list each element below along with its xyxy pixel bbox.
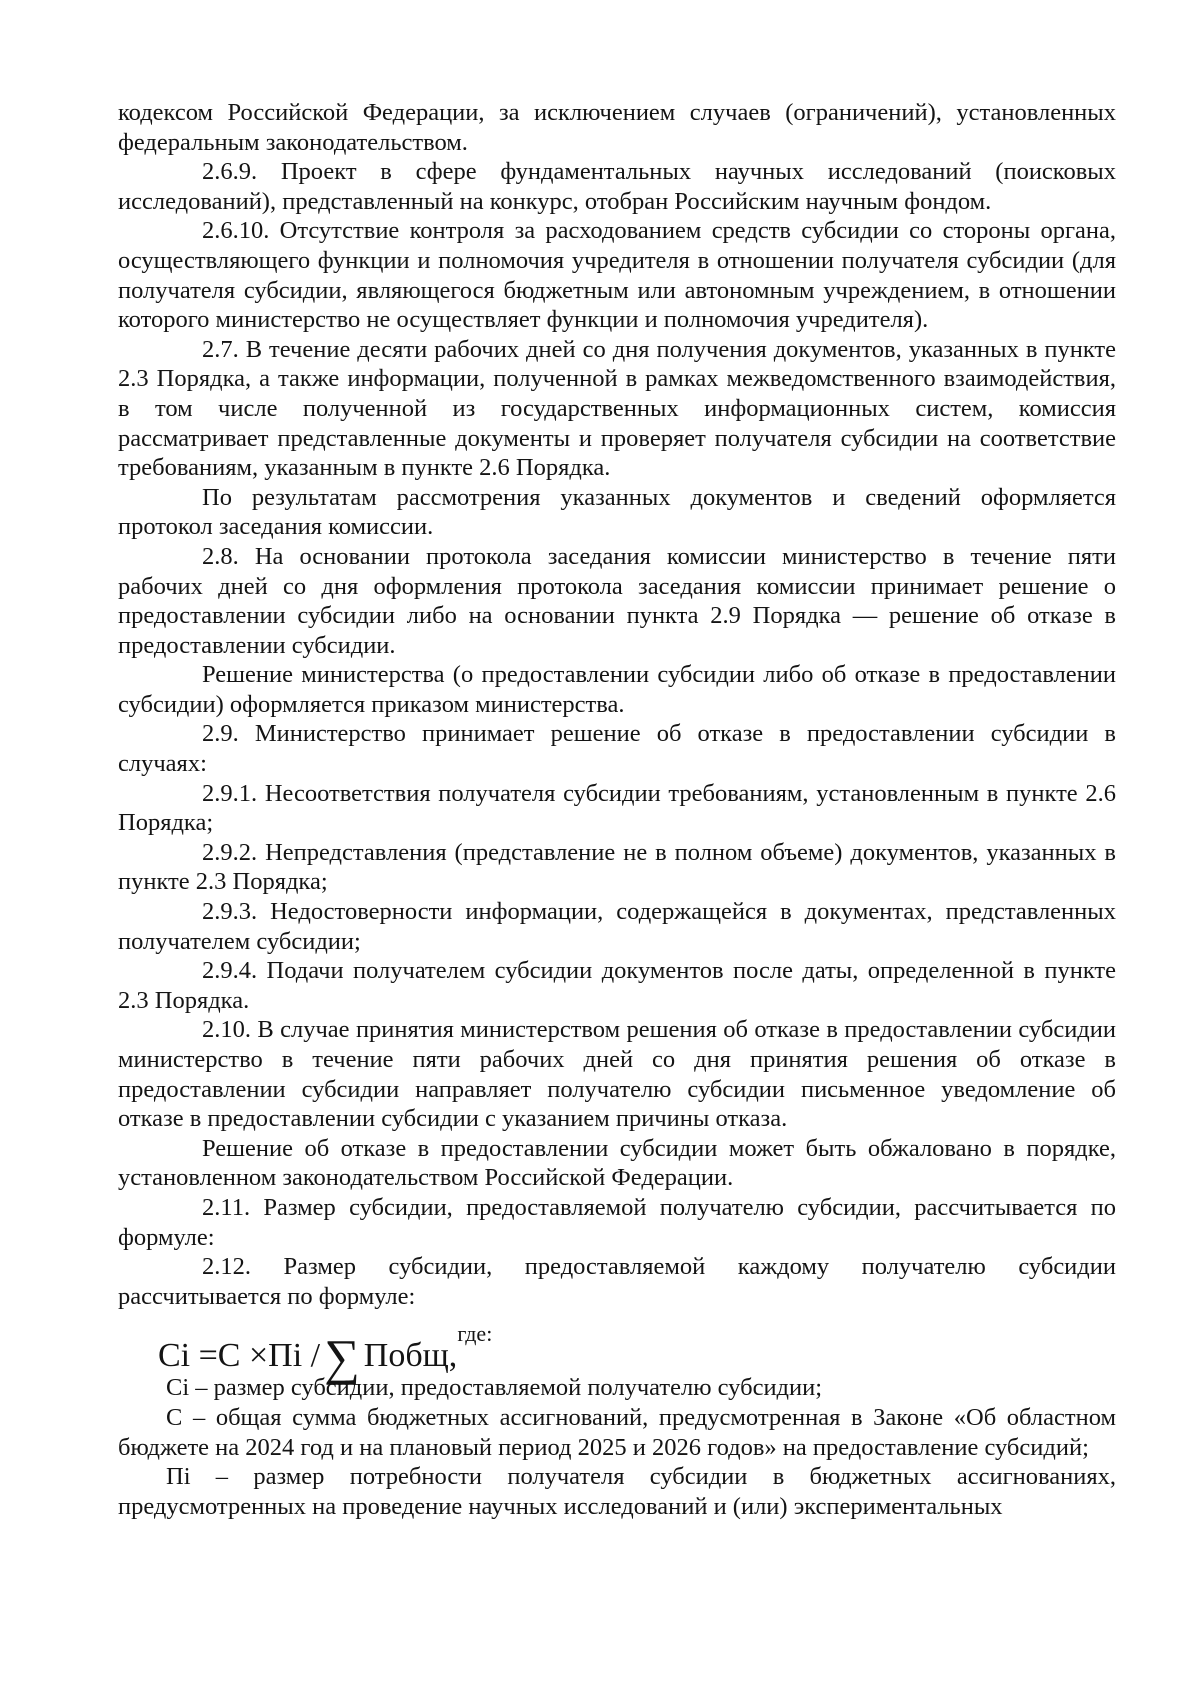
paragraph-protocol: По результатам рассмотрения указанных документов и сведений оформляется протокол заседания комиссии. <box>118 483 1116 541</box>
sigma-symbol: ∑ <box>324 1329 360 1386</box>
paragraph-2-9-2: 2.9.2. Непредставления (представление не в полном объеме) документов, указанных в пункте 2.3 Порядка; <box>118 838 1116 896</box>
paragraph-2-6-10: 2.6.10. Отсутствие контроля за расходованием средств субсидии со стороны органа, осуществляющего функции и полномочия учредителя в отношении получателя субсидии (для получателя субсидии, являющегося бюджетным или автономным учреждением, в отношении которого министерство не осуществляет функции и полномочия учредителя). <box>118 217 1116 334</box>
paragraph-2-7: 2.7. В течение десяти рабочих дней со дня получения документов, указанных в пункте 2.3 Порядка, а также информации, полученной в рамках межведомственного взаимодействия, в том числе полученной из государственных информационных систем, комиссия рассматривает представленные документы и проверяет получателя субсидии на соответствие требованиям, указанным в пункте 2.6 Порядка. <box>118 335 1116 482</box>
paragraph-2-9: 2.9. Министерство принимает решение об отказе в предоставлении субсидии в случаях: <box>118 720 1116 778</box>
formula-suffix: где: <box>457 1321 493 1347</box>
paragraph-2-9-3: 2.9.3. Недостоверности информации, содержащейся в документах, представленных получателем субсидии; <box>118 898 1116 955</box>
definition-pi: Пi – размер потребности получателя субсидии в бюджетных ассигнованиях, предусмотренных на проведение научных исследований и (или) экспериментальных <box>118 1463 1116 1520</box>
paragraph-2-8: 2.8. На основании протокола заседания комиссии министерство в течение пяти рабочих дней со дня оформления протокола заседания комиссии принимает решение о предоставлении субсидии либо на основании пункта 2.9 Порядка — решение об отказе в предоставлении субсидии. <box>118 542 1116 659</box>
paragraph-appeal: Решение об отказе в предоставлении субсидии может быть обжаловано в порядке, установленном законодательством Российской Федерации. <box>118 1134 1116 1192</box>
paragraph-2-9-1: 2.9.1. Несоответствия получателя субсидии требованиям, установленным в пункте 2.6 Порядка; <box>118 779 1116 837</box>
paragraph-2-11: 2.11. Размер субсидии, предоставляемой получателю субсидии, рассчитывается по формуле: <box>118 1193 1116 1251</box>
paragraph-2-12: 2.12. Размер субсидии, предоставляемой каждому получателю субсидии рассчитывается по формуле: <box>118 1253 1116 1310</box>
paragraph-2-9-4: 2.9.4. Подачи получателем субсидии документов после даты, определенной в пункте 2.3 Порядка. <box>118 957 1116 1014</box>
paragraph-ministry-decision: Решение министерства (о предоставлении субсидии либо об отказе в предоставлении субсидии) оформляется приказом министерства. <box>118 661 1116 718</box>
formula-lhs: Ci =C ×Пi / <box>158 1337 321 1375</box>
definition-ci: Ci – размер субсидии, предоставляемой получателю субсидии; <box>166 1374 823 1402</box>
definition-c: C – общая сумма бюджетных ассигнований, предусмотренная в Законе «Об областном бюджете на 2024 год и на плановый период 2025 и 2026 годов» на предоставление субсидий; <box>118 1403 1116 1461</box>
formula-rhs: Побщ, <box>363 1337 458 1375</box>
paragraph-2-6-9: 2.6.9. Проект в сфере фундаментальных научных исследований (поисковых исследований), представленный на конкурс, отобран Российским научным фондом. <box>118 158 1116 215</box>
paragraph-continuation: кодексом Российской Федерации, за исключением случаев (ограничений), установленных федеральным законодательством. <box>118 99 1116 156</box>
paragraph-2-10: 2.10. В случае принятия министерством решения об отказе в предоставлении субсидии министерство в течение пяти рабочих дней со дня принятия решения об отказе в предоставлении субсидии направляет получателю субсидии письменное уведомление об отказе в предоставлении субсидии с указанием причины отказа. <box>118 1016 1116 1133</box>
subsidy-formula <box>118 1311 1116 1386</box>
